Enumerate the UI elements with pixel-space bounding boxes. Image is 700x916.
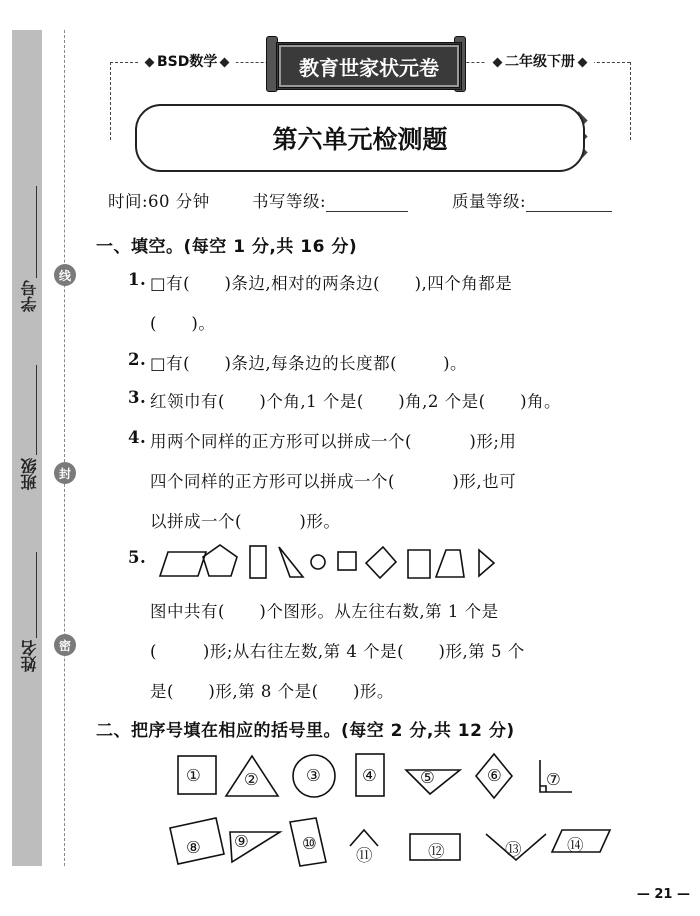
question-number: 5. (128, 548, 147, 567)
question-number: 4. (128, 428, 147, 447)
shape-label: ⑨ (234, 832, 250, 851)
time-limit: 时间:60 分钟 (108, 192, 210, 211)
student-id-blank (36, 186, 37, 278)
seal-secret: 密 (54, 634, 76, 656)
shape-label: ⑧ (186, 838, 202, 857)
subject-tag: BSD数学 (138, 53, 236, 71)
shape-label: ① (186, 766, 202, 785)
question-4-line-2: 四个同样的正方形可以拼成一个( )形,也可 (150, 472, 517, 491)
question-number: 1. (128, 270, 147, 289)
shape-label: ⑤ (420, 768, 436, 787)
question-2-line-1: □有( )条边,每条边的长度都( )。 (150, 354, 468, 373)
triangle-shape (279, 547, 303, 577)
seal-line: 线 (54, 264, 76, 286)
quality-grade-blank[interactable] (526, 193, 612, 212)
shape-label: ⑪ (356, 846, 373, 865)
grade-tag: 二年级下册 (486, 53, 594, 71)
shape-label: ③ (306, 766, 322, 785)
question-number: 2. (128, 350, 147, 369)
name-label: 姓名 (20, 640, 39, 672)
question-5-line-2: ( )形;从右往左数,第 4 个是( )形,第 5 个 (150, 642, 525, 661)
student-id-label: 学号 (20, 280, 39, 312)
small-triangle-shape (479, 550, 494, 576)
parallelogram-shape (160, 552, 206, 576)
rhombus-shape (366, 547, 396, 578)
question-5-line-1: 图中共有( )个图形。从左往右数,第 1 个是 (150, 602, 499, 621)
question-4-line-3: 以拼成一个( )形。 (150, 512, 341, 531)
question-5-line-3: 是( )形,第 8 个是( )形。 (150, 682, 394, 701)
writing-grade-blank[interactable] (326, 193, 408, 212)
shape-label: ⑦ (546, 770, 562, 789)
page-title: 第六单元检测题 (135, 104, 585, 172)
question-5-shapes (146, 542, 506, 582)
header-right-dash (630, 62, 631, 140)
pentagon-shape (203, 545, 237, 576)
question-1-line-2: ( )。 (150, 314, 216, 333)
writing-grade: 书写等级: (252, 188, 408, 212)
circle-shape (311, 555, 325, 569)
page-number: — 21 — (636, 887, 690, 902)
class-label: 班级 (20, 458, 39, 490)
series-banner: 教育世家状元卷 (276, 42, 462, 90)
shape-label: ⑩ (302, 834, 318, 853)
shape-label: ⑬ (505, 840, 522, 859)
shape-label: ④ (362, 766, 378, 785)
section-1-heading: 一、填空。(每空 1 分,共 16 分) (96, 237, 358, 257)
binding-cut-line (64, 30, 65, 866)
shape-label: ⑫ (428, 842, 445, 861)
name-blank (36, 552, 37, 638)
question-4-line-1: 用两个同样的正方形可以拼成一个( )形;用 (150, 432, 517, 451)
question-3-line-1: 红领巾有( )个角,1 个是( )角,2 个是( )角。 (150, 392, 562, 411)
quality-grade: 质量等级: (452, 188, 612, 212)
shape-label: ⑥ (487, 766, 503, 785)
class-blank (36, 365, 37, 455)
rectangle-shape (250, 546, 266, 578)
question-1-line-1: □有( )条边,相对的两条边( ),四个角都是 (150, 274, 513, 293)
seal-seal: 封 (54, 462, 76, 484)
square-shape (338, 552, 356, 570)
right-trapezoid-shape (408, 550, 432, 578)
shape-label: ⑭ (567, 836, 584, 855)
shape-label: ② (244, 770, 260, 789)
header-left-dash (110, 62, 111, 140)
trapezoid-shape (408, 550, 430, 578)
question-number: 3. (128, 388, 147, 407)
slanted-trapezoid-shape (436, 550, 464, 577)
section-2-heading: 二、把序号填在相应的括号里。(每空 2 分,共 12 分) (96, 721, 515, 741)
binding-strip (12, 30, 42, 866)
